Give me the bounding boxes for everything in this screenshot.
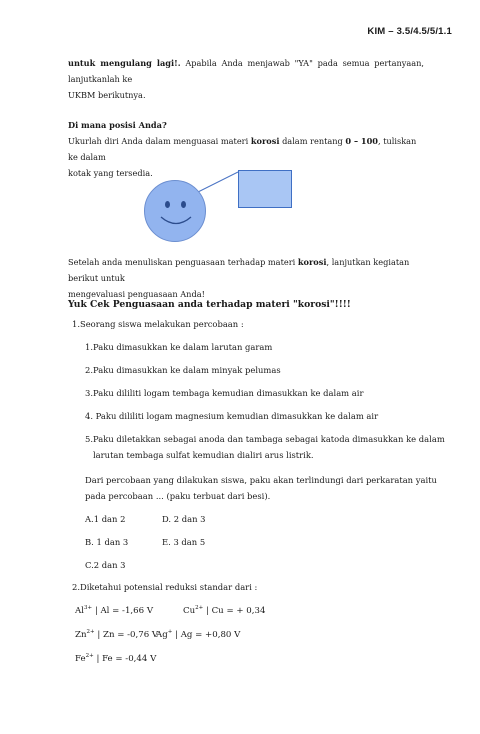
question-1: 1.Seorang siswa melakukan percobaan :	[72, 319, 244, 329]
potential-zn	[75, 630, 158, 640]
question-stem-line2: pada percobaan ... (paku terbuat dari besi).	[85, 491, 271, 501]
smiley-face-icon	[144, 180, 206, 242]
cu-ion: Cu	[183, 606, 196, 616]
after-paragraph	[68, 254, 424, 302]
cek-title: Yuk Cek Penguasaan anda terhadap materi "korosi"!!!!	[68, 299, 351, 310]
after-l1a: Setelah anda menuliskan penguasaan terhadap materi	[68, 257, 298, 267]
posisi-title-text: Di mana posisi Anda?	[68, 120, 167, 130]
zn-value: | Zn = -0,76 V	[97, 630, 159, 640]
potential-ag	[156, 630, 240, 640]
option-e[interactable]: E. 3 dan 5	[162, 537, 206, 547]
ag-charge: +	[167, 629, 173, 635]
option-b[interactable]: B. 1 dan 3	[85, 537, 129, 547]
experiment-item-1: 1.Paku dimasukkan ke dalam larutan garam	[85, 342, 273, 352]
posisi-l1c: dalam rentang	[279, 136, 346, 146]
al-charge: 3+	[83, 605, 93, 611]
intro-line1: Apabila Anda menjawab "YA" pada semua pertanyaan, lanjutkanlah ke	[68, 58, 424, 84]
after-korosi: korosi	[297, 257, 327, 267]
potential-al	[75, 606, 153, 616]
question-stem-line1: Dari percobaan yang dilakukan siswa, paku akan terlindungi dari perkaratan yaitu	[85, 475, 437, 485]
right-eye-icon	[181, 201, 186, 208]
experiment-item-3: 3.Paku dililiti logam tembaga kemudian dimasukkan ke dalam air	[85, 388, 364, 398]
cu-value: | Cu = + 0,34	[205, 606, 266, 616]
left-eye-icon	[165, 201, 170, 208]
document-code: KIM – 3.5/4.5/5/1.1	[367, 26, 452, 37]
smile-icon	[159, 214, 193, 230]
al-value: | Al = -1,66 V	[94, 606, 154, 616]
experiment-item-2: 2.Paku dimasukkan ke dalam minyak pelumas	[85, 365, 281, 375]
zn-ion: Zn	[75, 630, 87, 640]
posisi-korosi: korosi	[250, 136, 280, 146]
option-a[interactable]: A.1 dan 2	[85, 514, 126, 524]
potential-fe	[75, 654, 156, 664]
after-l2: mengevaluasi penguasaan Anda!	[68, 289, 205, 299]
intro-line2: UKBM berikutnya.	[68, 90, 146, 100]
ag-ion: Ag	[156, 630, 168, 640]
fe-charge: 2+	[85, 653, 94, 659]
posisi-l1a: Ukurlah diri Anda dalam menguasai materi	[68, 136, 251, 146]
cu-charge: 2+	[195, 605, 204, 611]
experiment-item-5: 5.Paku diletakkan sebagai anoda dan tambaga sebagai katoda dimasukkan ke dalam	[85, 434, 445, 444]
posisi-l1e: , tuliskan ke dalam	[68, 136, 417, 162]
al-ion: Al	[75, 606, 84, 616]
question-2: 2.Diketahui potensial reduksi standar dari :	[72, 582, 258, 592]
zn-charge: 2+	[86, 629, 95, 635]
ag-value: | Ag = +0,80 V	[175, 630, 241, 640]
after-l1c: , lanjutkan kegiatan berikut untuk	[68, 257, 410, 283]
score-input-box[interactable]	[238, 170, 292, 208]
potential-cu	[183, 606, 265, 616]
fe-ion: Fe	[75, 654, 86, 664]
experiment-item-4: 4. Paku dililiti logam magnesium kemudian dimasukkan ke dalam air	[85, 411, 379, 421]
option-c[interactable]: C.2 dan 3	[85, 560, 126, 570]
intro-bold-lead: untuk mengulang lagi!.	[68, 58, 181, 68]
posisi-l2: kotak yang tersedia.	[68, 168, 153, 178]
fe-value: | Fe = -0,44 V	[96, 654, 157, 664]
posisi-range: 0 – 100	[345, 136, 378, 146]
experiment-item-5-line2: larutan tembaga sulfat kemudian dialiri arus listrik.	[93, 450, 314, 460]
option-d[interactable]: D. 2 dan 3	[162, 514, 206, 524]
